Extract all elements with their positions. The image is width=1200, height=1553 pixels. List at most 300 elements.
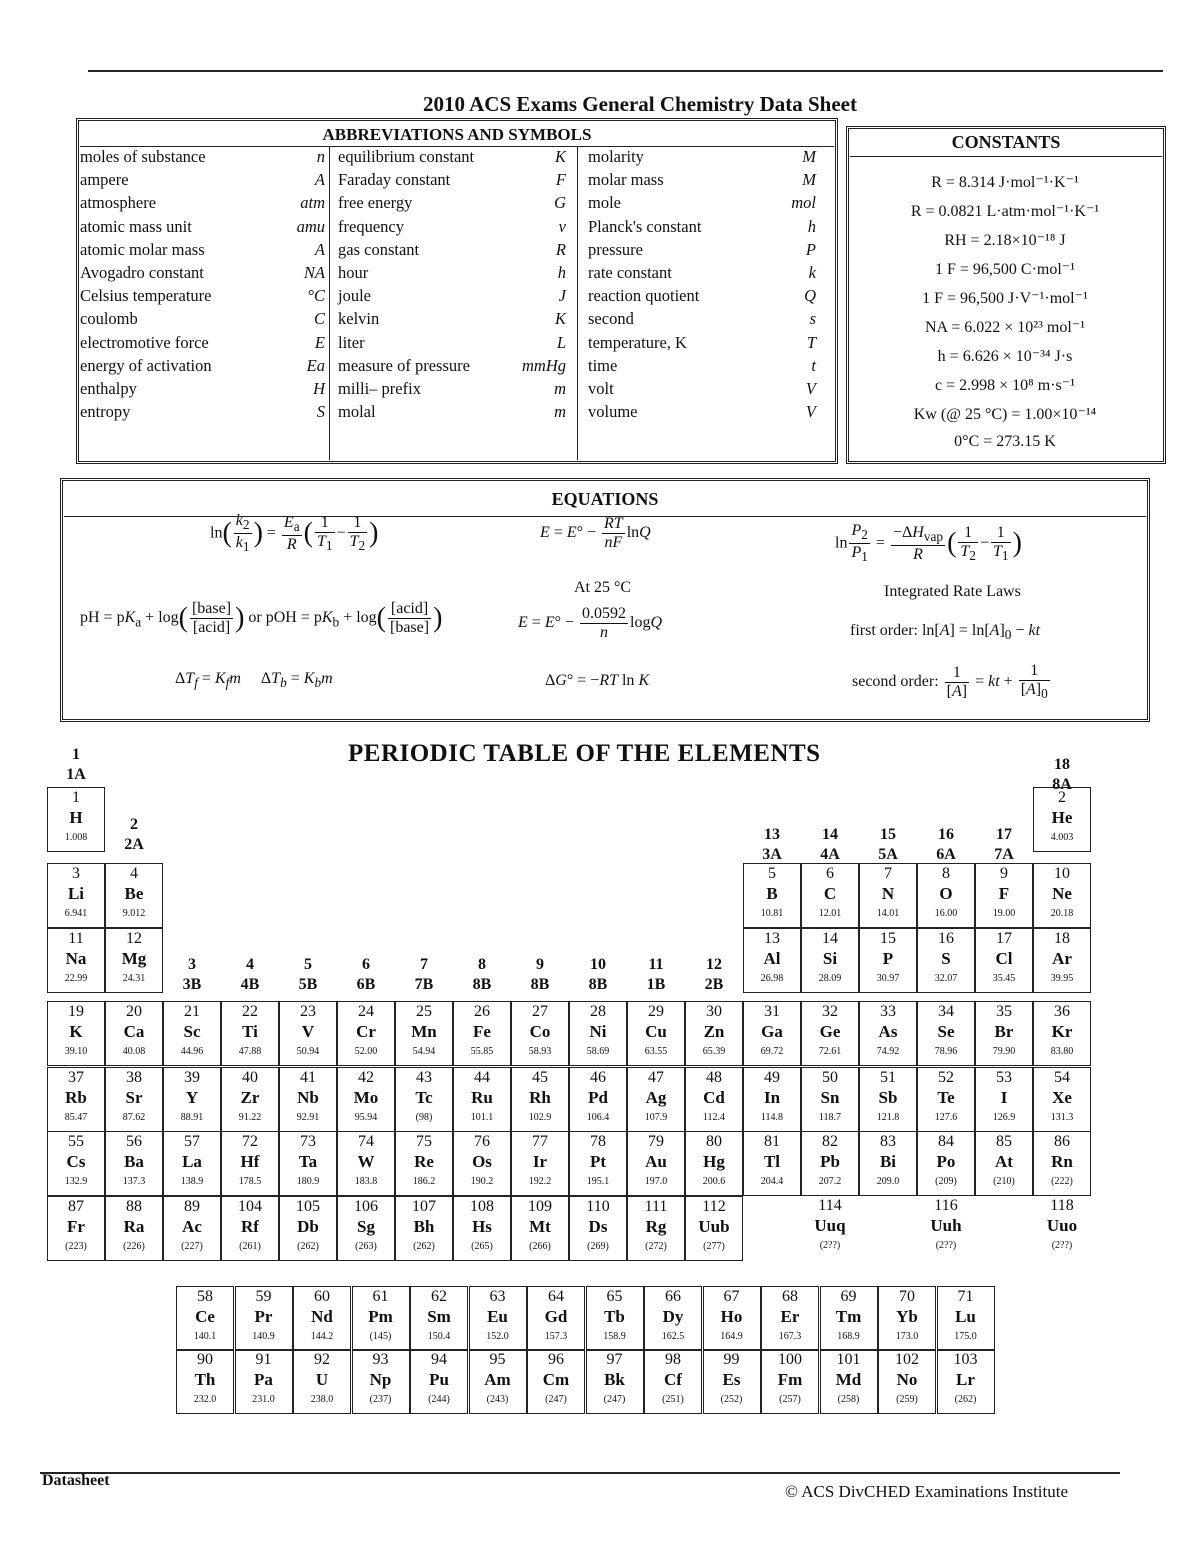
atomic-mass: (258) bbox=[837, 1394, 860, 1405]
element-symbol: Ir bbox=[532, 1152, 548, 1171]
atomic-mass: 167.3 bbox=[778, 1331, 802, 1342]
atomic-mass: (266) bbox=[529, 1241, 551, 1252]
atomic-mass: 85.47 bbox=[64, 1112, 88, 1123]
abbrev-row bbox=[588, 217, 816, 240]
abbrev-symbol: v bbox=[558, 216, 566, 236]
abbrev-symbol: m bbox=[554, 402, 566, 422]
atomic-mass: (263) bbox=[355, 1241, 377, 1252]
atomic-number: 86 bbox=[1054, 1133, 1070, 1150]
atomic-number: 7 bbox=[884, 865, 892, 882]
group-label-8 bbox=[453, 955, 511, 995]
element-cell-lr bbox=[937, 1349, 995, 1414]
element-symbol: Re bbox=[414, 1152, 434, 1171]
atomic-mass: 83.80 bbox=[1050, 1046, 1074, 1057]
element-cell-u bbox=[293, 1349, 351, 1414]
element-cell-ca bbox=[105, 1001, 163, 1066]
element-symbol: Ho bbox=[720, 1307, 743, 1326]
element-symbol: Th bbox=[194, 1370, 216, 1389]
element-symbol: Kr bbox=[1051, 1022, 1073, 1041]
atomic-number: 4 bbox=[130, 865, 138, 882]
atomic-number: 95 bbox=[489, 1351, 506, 1368]
atomic-mass: 54.94 bbox=[412, 1046, 436, 1057]
element-symbol: Hg bbox=[703, 1152, 725, 1171]
atomic-mass: (145) bbox=[369, 1331, 392, 1342]
atomic-mass: 164.9 bbox=[720, 1331, 743, 1342]
group-label-12 bbox=[685, 955, 743, 995]
atomic-number: 60 bbox=[314, 1288, 330, 1305]
element-cell-te bbox=[917, 1067, 975, 1132]
atomic-number: 13 bbox=[764, 930, 780, 947]
atomic-number: 78 bbox=[590, 1133, 606, 1150]
atomic-number: 39 bbox=[184, 1069, 200, 1086]
group-family: 8B bbox=[472, 976, 492, 993]
element-cell-os bbox=[453, 1131, 511, 1196]
constant-item: R = 0.0821 L·atm·mol⁻¹·K⁻¹ bbox=[910, 203, 1100, 220]
abbrev-symbol: H bbox=[313, 379, 325, 398]
group-label-13 bbox=[743, 825, 801, 865]
atomic-number: 24 bbox=[358, 1003, 374, 1020]
atomic-mass: 204.4 bbox=[760, 1176, 784, 1187]
abbrev-symbol: G bbox=[554, 193, 566, 213]
group-family: 2A bbox=[124, 836, 144, 853]
atomic-mass: 157.3 bbox=[544, 1331, 568, 1342]
atomic-number: 62 bbox=[431, 1288, 447, 1305]
element-cell-tm bbox=[820, 1286, 878, 1351]
atomic-number: 75 bbox=[416, 1133, 432, 1150]
abbrev-row bbox=[338, 263, 566, 286]
element-cell-n bbox=[859, 863, 917, 928]
element-symbol: Zr bbox=[240, 1088, 260, 1107]
element-symbol: Ds bbox=[588, 1217, 608, 1236]
atomic-number: 93 bbox=[372, 1351, 389, 1368]
element-symbol: C bbox=[823, 884, 837, 903]
element-cell-sb bbox=[859, 1067, 917, 1132]
atomic-mass: 1.008 bbox=[64, 832, 88, 843]
element-symbol: As bbox=[878, 1022, 898, 1041]
element-cell-mn bbox=[395, 1001, 453, 1066]
element-cell-pd bbox=[569, 1067, 627, 1132]
group-family: 4A bbox=[820, 846, 840, 863]
atomic-number: 87 bbox=[68, 1198, 84, 1215]
element-cell-rb bbox=[47, 1067, 105, 1132]
atomic-mass: 58.93 bbox=[528, 1046, 552, 1057]
abbrev-name: equilibrium constant bbox=[338, 147, 475, 166]
abbrev-row bbox=[80, 286, 325, 309]
group-number: 2 bbox=[130, 816, 138, 833]
group-label-11 bbox=[627, 955, 685, 995]
atomic-number: 59 bbox=[255, 1288, 272, 1305]
element-cell-la bbox=[163, 1131, 221, 1196]
element-cell-cm bbox=[527, 1349, 585, 1414]
abbrev-name: frequency bbox=[338, 216, 404, 236]
abbrev-name: gas constant bbox=[338, 239, 420, 259]
atomic-number: 103 bbox=[953, 1351, 978, 1368]
abbrev-row bbox=[588, 193, 816, 216]
element-cell-sn bbox=[801, 1067, 859, 1132]
element-cell-ce bbox=[176, 1286, 234, 1351]
atomic-number: 43 bbox=[416, 1069, 432, 1086]
element-cell-cd bbox=[685, 1067, 743, 1132]
abbrev-row bbox=[588, 240, 816, 263]
element-cell-ir bbox=[511, 1131, 569, 1196]
abbrev-symbol: NA bbox=[303, 263, 325, 282]
abbrev-row bbox=[80, 309, 325, 332]
atomic-number: 22 bbox=[242, 1003, 258, 1020]
element-cell-np bbox=[352, 1349, 410, 1414]
element-cell-pm bbox=[352, 1286, 410, 1351]
abbrev-symbol: K bbox=[554, 147, 566, 166]
element-symbol: Li bbox=[67, 884, 85, 903]
abbrev-row bbox=[588, 333, 816, 356]
or-label: or bbox=[248, 609, 262, 627]
element-symbol: P bbox=[882, 949, 894, 968]
atomic-number: 99 bbox=[723, 1351, 740, 1368]
henderson-hasselbalch-equation: pH = $pK_a + \log$( $\frac{\text{[base]}}{\text{[acid]}}$ ) or pOH = $pK_b + \log$( $\frac{\text{[acid]}}{\text{[base]}}$ ) bbox=[80, 600, 443, 636]
atomic-mass: (2??) bbox=[1051, 1240, 1073, 1251]
element-symbol: Se bbox=[937, 1022, 955, 1041]
element-cell-rh bbox=[511, 1067, 569, 1132]
element-symbol: Nb bbox=[297, 1088, 319, 1107]
atomic-number: 109 bbox=[528, 1198, 552, 1215]
abbrev-name: molal bbox=[338, 402, 376, 422]
atomic-number: 31 bbox=[764, 1003, 780, 1020]
abbrev-symbol: h bbox=[807, 216, 816, 236]
atomic-mass: 127.6 bbox=[934, 1112, 958, 1123]
element-cell-br bbox=[975, 1001, 1033, 1066]
atomic-mass: 32.07 bbox=[934, 973, 958, 984]
element-cell-uuo bbox=[1033, 1196, 1091, 1261]
abbrev-row bbox=[338, 402, 566, 425]
element-cell-ba bbox=[105, 1131, 163, 1196]
element-cell-rf bbox=[221, 1196, 279, 1261]
abbrev-symbol: A bbox=[314, 239, 325, 259]
atomic-number: 83 bbox=[880, 1133, 896, 1150]
atomic-mass: (259) bbox=[896, 1394, 918, 1405]
element-cell-fe bbox=[453, 1001, 511, 1066]
element-cell-p bbox=[859, 928, 917, 993]
atomic-number: 82 bbox=[822, 1133, 838, 1150]
element-cell-tl bbox=[743, 1131, 801, 1196]
constant-item: 1 F = 96,500 C·mol⁻¹ bbox=[934, 261, 1076, 278]
abbrev-row bbox=[588, 147, 816, 170]
atomic-number: 48 bbox=[706, 1069, 722, 1086]
element-symbol: Sc bbox=[183, 1022, 201, 1041]
element-cell-pr bbox=[235, 1286, 293, 1351]
atomic-number: 34 bbox=[938, 1003, 954, 1020]
atomic-mass: 35.45 bbox=[992, 973, 1016, 984]
abbrev-row bbox=[588, 309, 816, 332]
atomic-number: 28 bbox=[590, 1003, 606, 1020]
atomic-mass: 50.94 bbox=[296, 1046, 320, 1057]
periodic-table-title: PERIODIC TABLE OF THE ELEMENTS bbox=[348, 740, 821, 767]
group-number: 9 bbox=[536, 956, 544, 973]
atomic-mass: 4.003 bbox=[1050, 832, 1074, 843]
atomic-number: 25 bbox=[416, 1003, 432, 1020]
abbrev-row bbox=[338, 286, 566, 309]
atomic-number: 84 bbox=[938, 1133, 954, 1150]
atomic-number: 45 bbox=[532, 1069, 548, 1086]
element-symbol: Rf bbox=[241, 1217, 259, 1236]
element-cell-th bbox=[176, 1349, 234, 1414]
element-symbol: Mo bbox=[353, 1088, 379, 1107]
element-symbol: Al bbox=[763, 949, 781, 968]
element-cell-au bbox=[627, 1131, 685, 1196]
atomic-mass: 39.10 bbox=[64, 1046, 88, 1057]
abbrev-name: measure of pressure bbox=[338, 355, 470, 375]
element-cell-ru bbox=[453, 1067, 511, 1132]
atomic-mass: (272) bbox=[645, 1241, 667, 1252]
atomic-mass: 118.7 bbox=[818, 1112, 842, 1123]
element-symbol: Ac bbox=[182, 1217, 202, 1236]
element-cell-re bbox=[395, 1131, 453, 1196]
group-family: 2B bbox=[704, 976, 724, 993]
group-label-6 bbox=[337, 955, 395, 995]
atomic-number: 14 bbox=[822, 930, 838, 947]
element-symbol: Fe bbox=[473, 1022, 491, 1041]
element-symbol: F bbox=[998, 884, 1010, 903]
abbrev-name: coulomb bbox=[80, 309, 138, 329]
abbrev-symbol: F bbox=[555, 170, 566, 190]
footer-right: © ACS DivCHED Examinations Institute bbox=[785, 1482, 1069, 1501]
atomic-mass: 231.0 bbox=[252, 1394, 275, 1405]
element-cell-ds bbox=[569, 1196, 627, 1261]
element-symbol: Xe bbox=[1052, 1088, 1072, 1107]
abbrev-symbol: C bbox=[313, 309, 325, 329]
element-cell-sg bbox=[337, 1196, 395, 1261]
abbrev-symbol: V bbox=[805, 379, 816, 398]
abbrev-row bbox=[588, 379, 816, 402]
element-cell-hf bbox=[221, 1131, 279, 1196]
abbrev-row bbox=[80, 217, 325, 240]
atomic-number: 63 bbox=[489, 1288, 506, 1305]
atomic-mass: 132.9 bbox=[64, 1176, 88, 1187]
element-symbol: Ag bbox=[645, 1088, 667, 1107]
abbrev-symbol: Ea bbox=[306, 355, 325, 375]
element-cell-se bbox=[917, 1001, 975, 1066]
atomic-number: 80 bbox=[706, 1133, 722, 1150]
element-cell-hs bbox=[453, 1196, 511, 1261]
atomic-number: 100 bbox=[778, 1351, 802, 1368]
group-number: 6 bbox=[362, 956, 370, 973]
element-symbol: At bbox=[995, 1152, 1013, 1171]
atomic-number: 69 bbox=[840, 1288, 857, 1305]
element-cell-yb bbox=[878, 1286, 936, 1351]
atomic-number: 27 bbox=[532, 1003, 548, 1020]
integrated-rate-laws-label: Integrated Rate Laws bbox=[884, 583, 1021, 600]
element-cell-er bbox=[761, 1286, 819, 1351]
element-cell-be bbox=[105, 863, 163, 928]
element-symbol: Np bbox=[369, 1370, 392, 1389]
element-cell-cl bbox=[975, 928, 1033, 993]
atomic-number: 5 bbox=[768, 865, 776, 882]
atomic-number: 51 bbox=[880, 1069, 896, 1086]
atomic-number: 55 bbox=[68, 1133, 84, 1150]
atomic-mass: 69.72 bbox=[760, 1046, 784, 1057]
element-symbol: Hf bbox=[240, 1152, 260, 1171]
element-symbol: Lr bbox=[956, 1370, 975, 1389]
element-symbol: Eu bbox=[487, 1307, 508, 1326]
atomic-mass: (265) bbox=[471, 1241, 493, 1252]
group-family: 6A bbox=[936, 846, 956, 863]
element-symbol: N bbox=[881, 884, 895, 903]
atomic-mass: (269) bbox=[587, 1241, 609, 1252]
abbrev-name: mole bbox=[588, 193, 621, 213]
atomic-mass: 238.0 bbox=[310, 1394, 334, 1405]
element-symbol: In bbox=[763, 1088, 781, 1107]
element-cell-pt bbox=[569, 1131, 627, 1196]
atomic-mass: 72.61 bbox=[818, 1046, 842, 1057]
atomic-mass: 19.00 bbox=[992, 908, 1016, 919]
element-symbol: Er bbox=[780, 1307, 800, 1326]
abbrev-name: electromotive force bbox=[80, 332, 209, 352]
atomic-number: 61 bbox=[372, 1288, 389, 1305]
atomic-mass: 186.2 bbox=[412, 1176, 436, 1187]
atomic-number: 104 bbox=[238, 1198, 262, 1215]
element-cell-bh bbox=[395, 1196, 453, 1261]
arrhenius-equation: ln( $\frac{k_2}{k_1}$ ) = $\frac{E_a}{R}$ ( $\frac{1}{T_1}$ − $\frac{1}{T_2}$ ) bbox=[210, 512, 379, 555]
atomic-mass: (261) bbox=[239, 1241, 261, 1252]
atomic-number: 15 bbox=[880, 930, 896, 947]
element-symbol: Ti bbox=[242, 1022, 258, 1041]
group-family: 8B bbox=[530, 976, 550, 993]
abbrev-symbol: K bbox=[554, 309, 566, 329]
abbrev-name: moles of substance bbox=[80, 147, 206, 166]
abbrev-row bbox=[80, 263, 325, 286]
element-cell-y bbox=[163, 1067, 221, 1132]
element-symbol: Cm bbox=[542, 1370, 570, 1389]
group-label-16 bbox=[917, 825, 975, 865]
group-family: 3B bbox=[182, 976, 202, 993]
element-cell-es bbox=[703, 1349, 761, 1414]
group-family: 7A bbox=[994, 846, 1014, 863]
atomic-number: 23 bbox=[300, 1003, 316, 1020]
atomic-mass: 74.92 bbox=[876, 1046, 900, 1057]
abbrev-name: reaction quotient bbox=[588, 286, 700, 306]
element-cell-pa bbox=[235, 1349, 293, 1414]
atomic-number: 47 bbox=[648, 1069, 664, 1086]
element-cell-cr bbox=[337, 1001, 395, 1066]
group-number: 14 bbox=[822, 826, 838, 843]
constant-item: 1 F = 96,500 J·V⁻¹·mol⁻¹ bbox=[922, 290, 1088, 307]
atomic-mass: 58.69 bbox=[586, 1046, 610, 1057]
abbrev-name: liter bbox=[338, 332, 365, 352]
page-title: 2010 ACS Exams General Chemistry Data Sheet bbox=[423, 92, 857, 116]
abbrev-name: molarity bbox=[588, 147, 644, 166]
element-symbol: Pd bbox=[588, 1088, 608, 1107]
atomic-mass: 78.96 bbox=[934, 1046, 958, 1057]
element-cell-ac bbox=[163, 1196, 221, 1261]
atomic-number: 71 bbox=[957, 1288, 974, 1305]
element-symbol: W bbox=[357, 1152, 375, 1171]
atomic-number: 58 bbox=[197, 1288, 213, 1305]
atomic-number: 38 bbox=[126, 1069, 142, 1086]
element-cell-sm bbox=[410, 1286, 468, 1351]
atomic-number: 98 bbox=[665, 1351, 681, 1368]
abbrev-symbol: s bbox=[809, 309, 816, 329]
atomic-number: 73 bbox=[300, 1133, 316, 1150]
abbrev-symbol: Q bbox=[804, 286, 816, 306]
element-cell-cf bbox=[644, 1349, 702, 1414]
abbrev-name: second bbox=[588, 309, 634, 329]
abbrev-name: energy of activation bbox=[80, 355, 212, 375]
abbrev-symbol: k bbox=[808, 263, 816, 282]
constant-item: h = 6.626 × 10⁻³⁴ J·s bbox=[937, 348, 1073, 365]
abbrev-symbol: t bbox=[811, 355, 816, 375]
group-family: 8A bbox=[1052, 776, 1072, 793]
element-cell-uuq bbox=[801, 1196, 859, 1261]
atomic-mass: (262) bbox=[954, 1394, 977, 1405]
group-label-5 bbox=[279, 955, 337, 995]
element-symbol: Pa bbox=[254, 1370, 273, 1389]
atomic-number: 16 bbox=[938, 930, 954, 947]
group-family: 5A bbox=[878, 846, 898, 863]
abbrev-symbol: L bbox=[556, 332, 566, 352]
element-cell-tc bbox=[395, 1067, 453, 1132]
abbrev-name: hour bbox=[338, 263, 369, 282]
atomic-number: 118 bbox=[1050, 1197, 1074, 1214]
element-symbol: Yb bbox=[896, 1307, 918, 1326]
atomic-number: 105 bbox=[296, 1198, 320, 1215]
element-cell-po bbox=[917, 1131, 975, 1196]
atomic-mass: 112.4 bbox=[702, 1112, 726, 1123]
atomic-mass: (257) bbox=[779, 1394, 801, 1405]
abbrev-name: atmosphere bbox=[80, 193, 157, 213]
abbrev-row bbox=[588, 170, 816, 193]
atomic-mass: (247) bbox=[545, 1394, 567, 1405]
abbrev-row bbox=[338, 240, 566, 263]
atomic-mass: 87.62 bbox=[122, 1112, 146, 1123]
gibbs-equation: ΔG° = −RT ln K bbox=[545, 672, 650, 689]
element-cell-rg bbox=[627, 1196, 685, 1261]
atomic-number: 26 bbox=[474, 1003, 490, 1020]
element-symbol: Cu bbox=[645, 1022, 667, 1041]
element-symbol: O bbox=[939, 884, 953, 903]
element-cell-fr bbox=[47, 1196, 105, 1261]
abbrev-name: Celsius temperature bbox=[80, 286, 212, 306]
element-symbol: La bbox=[182, 1152, 202, 1171]
abbrev-row bbox=[80, 402, 325, 425]
element-cell-ga bbox=[743, 1001, 801, 1066]
element-cell-si bbox=[801, 928, 859, 993]
abbrev-symbol: amu bbox=[296, 216, 325, 236]
atomic-number: 1 bbox=[72, 789, 80, 806]
element-cell-at bbox=[975, 1131, 1033, 1196]
atomic-mass: 183.8 bbox=[354, 1176, 378, 1187]
element-symbol: Uuo bbox=[1046, 1216, 1078, 1235]
element-cell-bi bbox=[859, 1131, 917, 1196]
abbrev-name: temperature, K bbox=[588, 332, 687, 352]
atomic-number: 85 bbox=[996, 1133, 1012, 1150]
element-symbol: K bbox=[69, 1022, 83, 1041]
group-family: 1A bbox=[66, 766, 86, 783]
group-family: 7B bbox=[414, 976, 434, 993]
abbrev-row bbox=[338, 147, 566, 170]
atomic-mass: (247) bbox=[603, 1394, 626, 1405]
atomic-mass: 175.0 bbox=[954, 1331, 977, 1342]
atomic-number: 68 bbox=[782, 1288, 798, 1305]
atomic-mass: 14.01 bbox=[876, 908, 900, 919]
group-number: 15 bbox=[880, 826, 896, 843]
element-symbol: Ge bbox=[819, 1022, 841, 1041]
atomic-mass: (2??) bbox=[935, 1240, 957, 1251]
atomic-mass: 91.22 bbox=[238, 1112, 262, 1123]
atomic-number: 65 bbox=[606, 1288, 623, 1305]
atomic-number: 74 bbox=[358, 1133, 374, 1150]
group-family: 3A bbox=[762, 846, 782, 863]
element-cell-li bbox=[47, 863, 105, 928]
abbrev-name: joule bbox=[338, 286, 371, 306]
element-symbol: B bbox=[766, 884, 778, 903]
